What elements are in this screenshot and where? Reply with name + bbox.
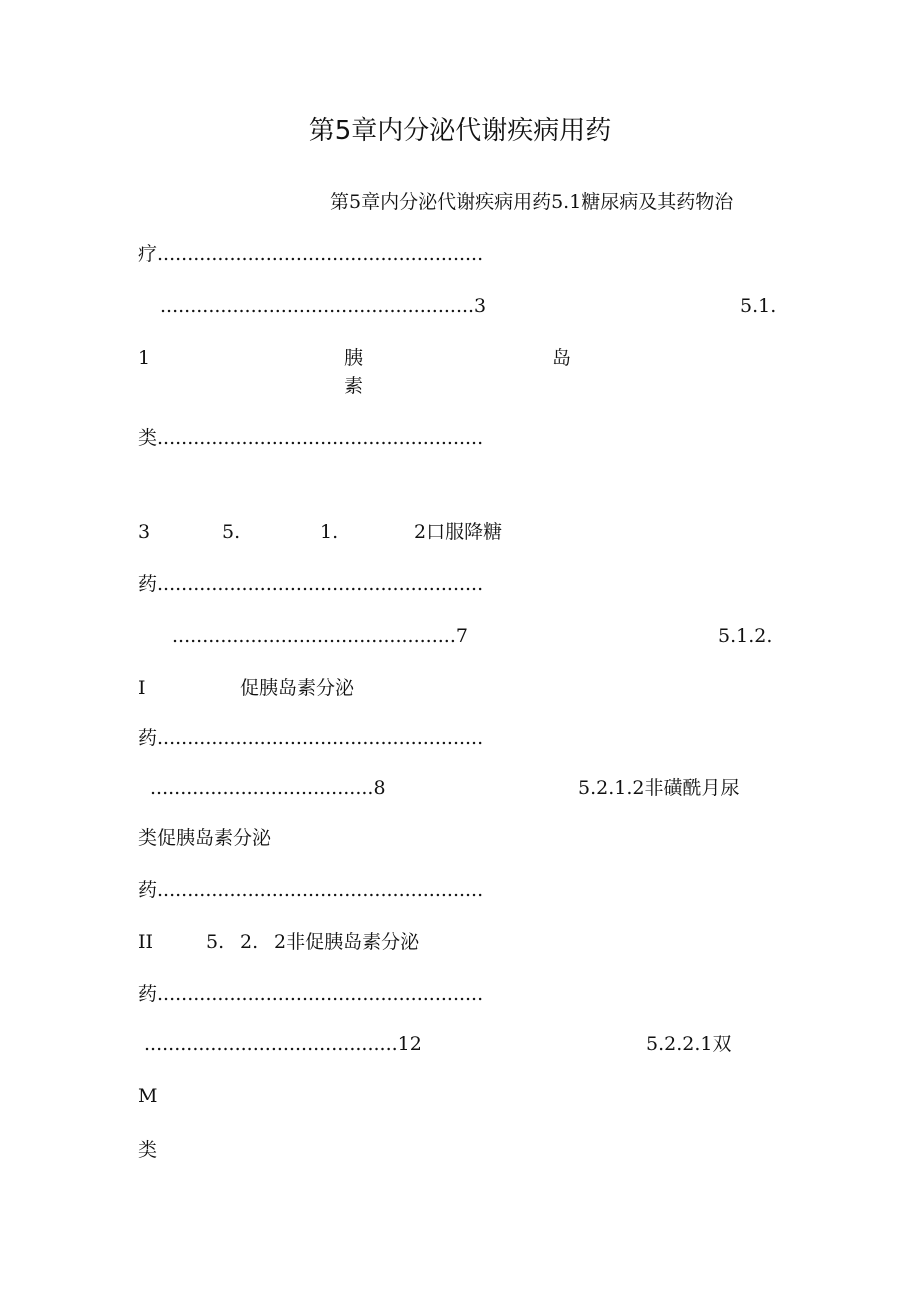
toc-line-1: 第5章内分泌代谢疾病用药5.1糖尿病及其药物治 xyxy=(330,191,734,213)
toc-line-15: 药...................................................... xyxy=(138,983,484,1005)
toc-line-6-b: 5. xyxy=(222,521,241,543)
toc-line-7: 药...................................................... xyxy=(138,573,484,595)
toc-line-13: 药...................................................... xyxy=(138,879,484,901)
toc-line-3-number: 5.1. xyxy=(740,295,777,317)
toc-line-14-b: 5. xyxy=(206,931,225,953)
toc-line-4-char-3: 岛 xyxy=(552,347,572,369)
toc-line-14-c: 2. xyxy=(240,931,259,953)
toc-line-14-a: II xyxy=(138,931,154,953)
toc-line-6-d: 2口服降糖 xyxy=(414,521,503,543)
page-title: 第5章内分泌代谢疾病用药 xyxy=(308,116,612,146)
toc-line-8-number: 5.1.2. xyxy=(718,625,773,647)
toc-line-18: 类 xyxy=(138,1139,158,1161)
toc-line-2: 疗...................................................... xyxy=(138,243,484,265)
toc-line-16-number: 5.2.2.1双 xyxy=(646,1033,732,1055)
toc-line-11-number: 5.2.1.2非磺酰月尿 xyxy=(578,777,740,799)
toc-line-8-dots: ...............................................7 xyxy=(172,625,468,647)
toc-line-16-dots: ..........................................12 xyxy=(144,1033,422,1055)
toc-line-5: 类...................................................... xyxy=(138,427,484,449)
toc-line-4-char-2: 素 xyxy=(344,375,364,397)
toc-line-14-d: 2非促胰岛素分泌 xyxy=(274,931,420,953)
toc-line-4-char-1: 胰 xyxy=(344,347,364,369)
toc-line-4-number: 1 xyxy=(138,347,151,369)
toc-line-6-a: 3 xyxy=(138,521,151,543)
toc-line-11-dots: .....................................8 xyxy=(150,777,386,799)
toc-line-6-c: 1. xyxy=(320,521,339,543)
toc-line-3-dots: ....................................................3 xyxy=(160,295,487,317)
toc-line-10: 药...................................................... xyxy=(138,727,484,749)
toc-line-17: M xyxy=(138,1085,158,1107)
toc-line-9-b: 促胰岛素分泌 xyxy=(240,677,355,699)
toc-line-12: 类促胰岛素分泌 xyxy=(138,827,272,849)
toc-line-9-a: I xyxy=(138,677,146,699)
